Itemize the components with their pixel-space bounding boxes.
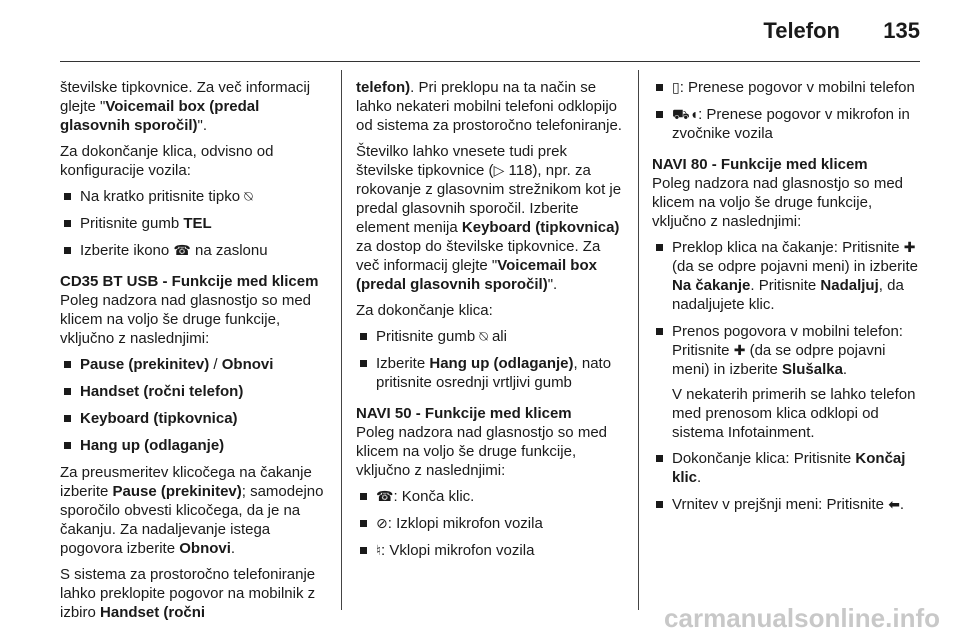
column-3: [652, 78, 920, 522]
list-item: Na kratko pritisnite tipko ⍉: [64, 187, 328, 206]
watermark: carmanualsonline.info: [664, 603, 940, 633]
bullet-list: [356, 487, 624, 560]
phone-handset-icon: ☎: [376, 488, 394, 504]
list-item: ▯: Prenese pogovor v mobilni telefon: [656, 78, 920, 97]
header-rule: [60, 61, 920, 62]
column-divider: [638, 70, 639, 610]
page-reference: 118: [508, 162, 533, 179]
bullet-list: [356, 327, 624, 392]
list-item: Pause (prekinitev) / Obnovi: [64, 355, 328, 374]
column-2: [356, 78, 624, 568]
phone-handset-icon: ☎: [173, 242, 191, 258]
list-item: Izberite ikono ☎ na zaslonu: [64, 241, 328, 260]
paragraph: Za dokončanje klica:: [356, 302, 493, 319]
section-heading: CD35 BT USB - Funkcije med klicem: [60, 273, 319, 290]
microphone-off-icon: ⊘: [376, 515, 388, 531]
section-heading: NAVI 80 - Funkcije med klicem: [652, 156, 868, 173]
page-title: Telefon: [763, 18, 840, 43]
paragraph: Poleg nadzora nad glasnostjo so med klicem na voljo še druge funkcije, vključno z naslednjimi:: [356, 424, 608, 479]
back-arrow-icon: ⬅: [888, 496, 900, 512]
link-voicemail: Voicemail box (predal glasovnih sporočil): [60, 98, 260, 134]
note: V nekaterih primerih se lahko telefon med prenosom klica odklopi od sistema Infotainment.: [672, 386, 916, 441]
crossed-phone-icon: ⍉: [244, 188, 253, 204]
list-item: Izberite Hang up (odlaganje), nato pritisnite osrednji vrtljivi gumb: [360, 354, 624, 392]
list-item: Vrnitev v prejšnji meni: Pritisnite ⬅.: [656, 495, 920, 514]
plus-icon: ✚: [903, 239, 916, 255]
list-item: Hang up (odlaganje): [64, 436, 328, 455]
section-heading: NAVI 50 - Funkcije med klicem: [356, 405, 572, 422]
list-item: ☎: Konča klic.: [360, 487, 624, 506]
page-header: [0, 0, 960, 60]
list-item: Dokončanje klica: Pritisnite Končaj klic.: [656, 449, 920, 487]
column-1: [60, 78, 328, 629]
list-item: Prenos pogovora v mobilni telefon: Pritisnite ✚ (da se odpre pojavni meni) in izberite Slušalka.: [656, 322, 920, 379]
bullet-list: [652, 78, 920, 143]
paragraph: S sistema za prostoročno telefoniranje lahko preklopite pogovor na mobilnik z izbiro Handset (ročni: [60, 566, 316, 621]
paragraph: Poleg nadzora nad glasnostjo so med klicem na voljo še druge funkcije, vključno z naslednjimi:: [60, 292, 312, 347]
list-item: Handset (ročni telefon): [64, 382, 328, 401]
paragraph: Številko lahko vnesete tudi prek številske tipkovnice (▷ 118), npr. za rokovanje z glasovnim strežnikom kot je predal glasovnih sporočil. Izberite element menija Keyboard (tipkovnica) za dostop do številske tipkovnice. Za več informacij glejte "Voicemail box (predal glasovnih sporočil)".: [356, 143, 622, 293]
list-item: Keyboard (tipkovnica): [64, 409, 328, 428]
list-item: Preklop klica na čakanje: Pritisnite ✚ (da se odpre pojavni meni) in izberite Na čakanje. Pritisnite Nadaljuj, da nadaljujete klic.: [656, 238, 920, 314]
page-number: 135: [883, 18, 920, 43]
list-item: ⛟◖: Prenese pogovor v mikrofon in zvočnike vozila: [656, 105, 920, 143]
list-item: Pritisnite gumb TEL: [64, 214, 328, 233]
list-item: Pritisnite gumb ⍉ ali: [360, 327, 624, 346]
crossed-phone-icon: ⍉: [479, 328, 488, 344]
list-item: ♮: Vklopi mikrofon vozila: [360, 541, 624, 560]
page-reference-icon: ▷: [493, 162, 505, 178]
mobile-phone-icon: ▯: [672, 79, 680, 95]
car-speaker-icon: ⛟◖: [672, 106, 699, 122]
bullet-list: [652, 449, 920, 514]
list-item: ⊘: Izklopi mikrofon vozila: [360, 514, 624, 533]
paragraph: Za dokončanje klica, odvisno od konfiguracije vozila:: [60, 143, 274, 179]
paragraph: številske tipkovnice. Za več informacij glejte "Voicemail box (predal glasovnih sporočil)".: [60, 79, 311, 134]
microphone-icon: ♮: [376, 542, 382, 558]
bullet-list: [60, 355, 328, 455]
bullet-list: [60, 187, 328, 260]
paragraph: telefon). Pri preklopu na ta način se lahko nekateri mobilni telefoni odklopijo od sistema za prostoročno telefoniranje.: [356, 79, 622, 134]
column-divider: [341, 70, 342, 610]
plus-icon: ✚: [733, 342, 746, 358]
bullet-list: [652, 238, 920, 379]
paragraph: Poleg nadzora nad glasnostjo so med klicem na voljo še druge funkcije, vključno z naslednjimi:: [652, 175, 904, 230]
paragraph: Za preusmeritev klicočega na čakanje izberite Pause (prekinitev); samodejno sporočilo obvesti klicočega, da je na čakanju. Za nadaljevanje istega pogovora izberite Obnovi.: [60, 464, 324, 557]
